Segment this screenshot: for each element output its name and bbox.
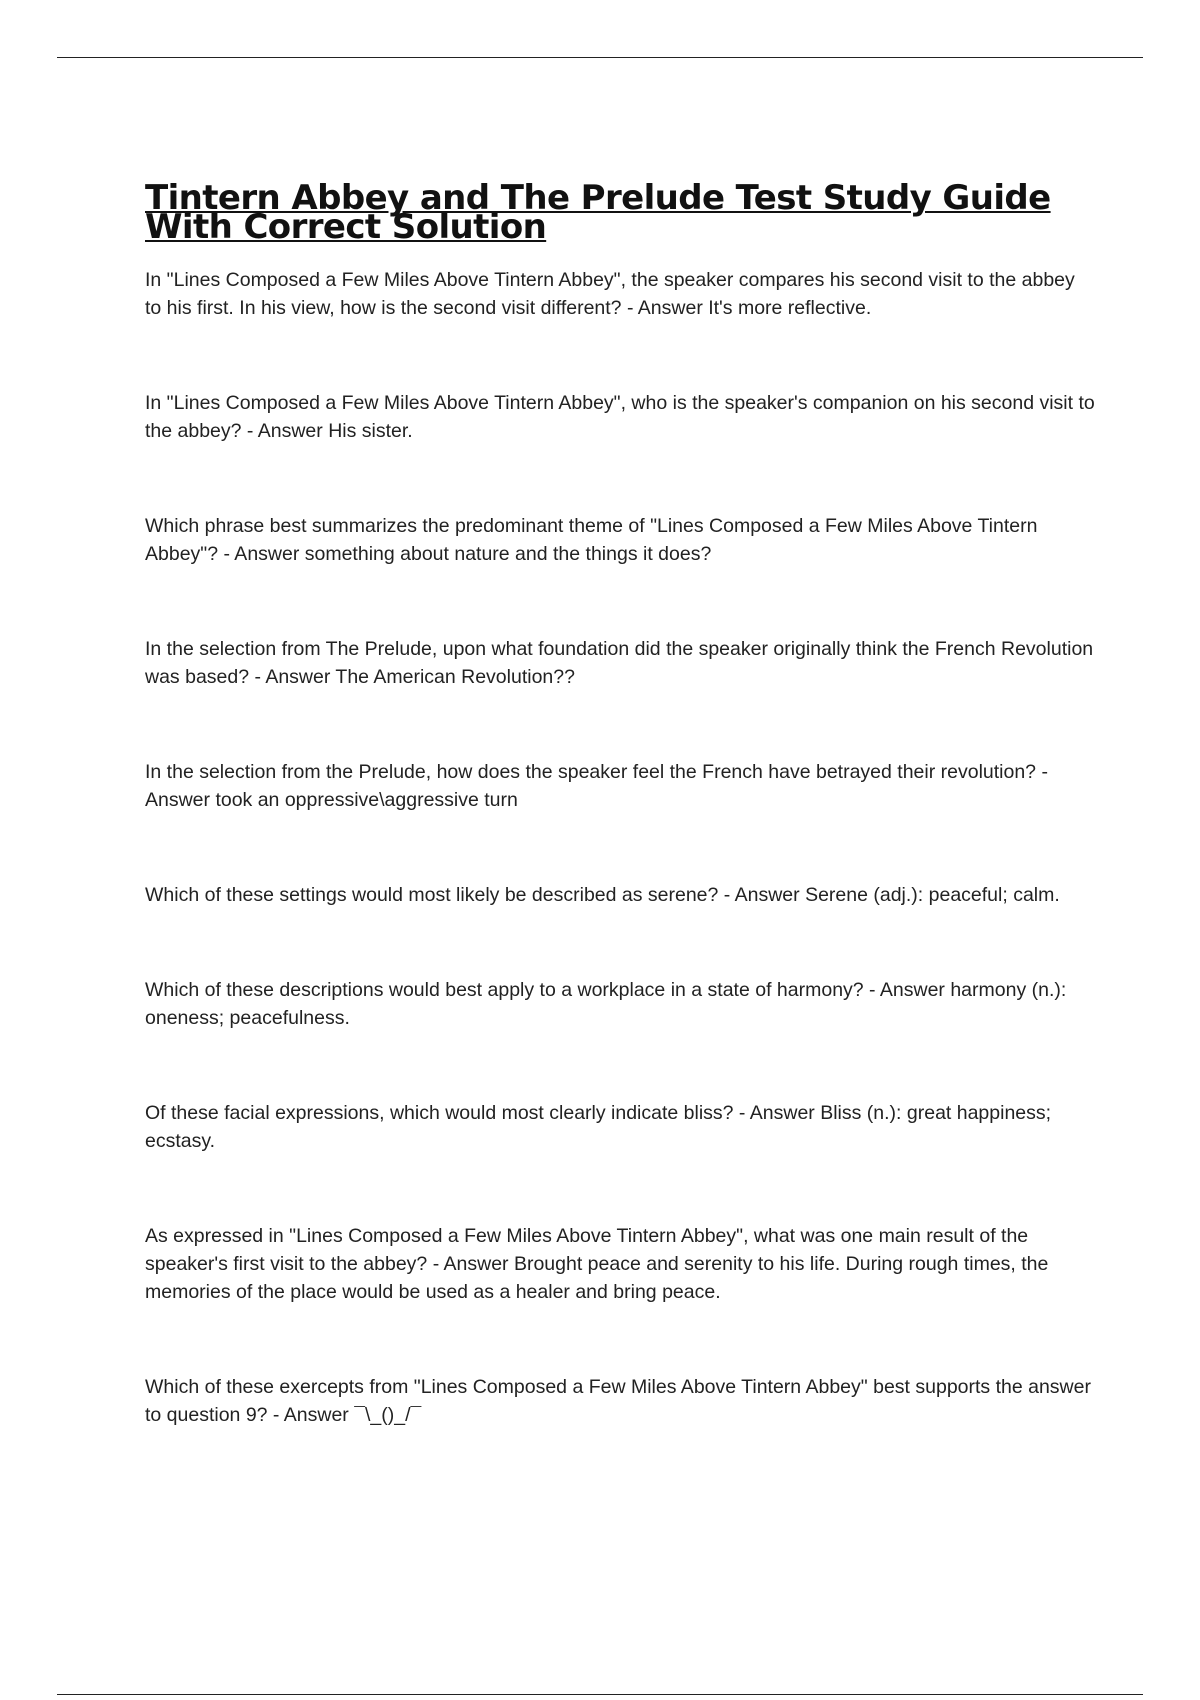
qa-item-2: In "Lines Composed a Few Miles Above Tintern Abbey", who is the speaker's companion on his second visit to the abbey? - Answer His sister. bbox=[145, 392, 1095, 442]
qa-item-5: In the selection from the Prelude, how does the speaker feel the French have betrayed their revolution? - Answer took an oppressive\aggressive turn bbox=[145, 761, 1048, 811]
qa-item-4: In the selection from The Prelude, upon what foundation did the speaker originally think the French Revolution was based? - Answer The American Revolution?? bbox=[145, 638, 1094, 688]
top-rule bbox=[57, 57, 1143, 58]
qa-item-7: Which of these descriptions would best apply to a workplace in a state of harmony? - Answer harmony (n.): oneness; peacefulness. bbox=[145, 979, 1067, 1029]
qa-item-3: Which phrase best summarizes the predominant theme of "Lines Composed a Few Miles Above Tintern Abbey"? - Answer something about nature and the things it does? bbox=[145, 515, 1038, 565]
qa-item-8: Of these facial expressions, which would most clearly indicate bliss? - Answer Bliss (n.): great happiness; ecstasy. bbox=[145, 1102, 1052, 1152]
qa-item-9: As expressed in "Lines Composed a Few Miles Above Tintern Abbey", what was one main result of the speaker's first visit to the abbey? - Answer Brought peace and serenity to his life. During rough times, the memories of the place would be used as a healer and bring peace. bbox=[145, 1225, 1049, 1303]
document-body bbox=[145, 178, 1095, 1496]
document-title: Tintern Abbey and The Prelude Test Study Guide With Correct Solution bbox=[145, 178, 1051, 247]
bottom-rule bbox=[57, 1694, 1143, 1695]
qa-item-6: Which of these settings would most likely be described as serene? - Answer Serene (adj.): peaceful; calm. bbox=[145, 884, 1060, 906]
qa-list bbox=[145, 266, 1095, 1429]
qa-item-1: In "Lines Composed a Few Miles Above Tintern Abbey", the speaker compares his second visit to the abbey to his first. In his view, how is the second visit different? - Answer It's more reflective. bbox=[145, 269, 1075, 319]
qa-item-10: Which of these exercepts from "Lines Composed a Few Miles Above Tintern Abbey" best supports the answer to question 9? - Answer ¯\_()_/¯ bbox=[145, 1376, 1091, 1426]
